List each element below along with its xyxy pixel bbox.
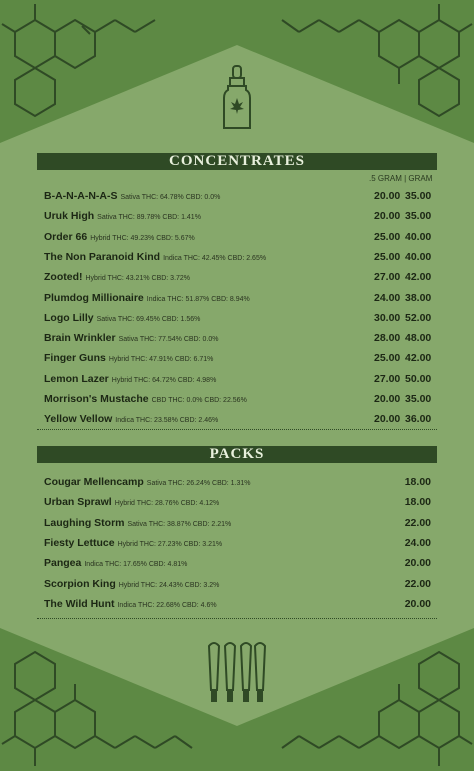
product-name: Cougar Mellencamp Sativa THC: 26.24% CBD: 1.31%: [44, 476, 251, 488]
product-details: Hybrid THC: 47.91% CBD: 6.71%: [108, 356, 214, 364]
gram-price: 42.00: [405, 352, 432, 365]
product-details: Hybrid THC: 27.23% CBD: 3.21%: [117, 540, 223, 548]
product-details: Hybrid THC: 24.43% CBD: 3.2%: [118, 581, 220, 589]
gram-price: 35.00: [405, 190, 432, 202]
product-name: Morrison's Mustache CBD THC: 0.0% CBD: 22.56%: [44, 393, 247, 405]
product-details: Indica THC: 51.87% CBD: 8.94%: [146, 295, 250, 303]
list-item: [44, 271, 436, 285]
half-gram-price: 20.00: [374, 413, 401, 426]
half-gram-price: 25.00: [374, 352, 401, 365]
pack-price: 24.00: [404, 536, 431, 549]
gram-price: 42.00: [405, 271, 432, 284]
product-name: Scorpion King Hybrid THC: 24.43% CBD: 3.2%: [44, 577, 220, 590]
list-item: [44, 557, 436, 571]
half-gram-price: 30.00: [374, 311, 401, 324]
product-name: Brain Wrinkler Sativa THC: 77.54% CBD: 0.0%: [44, 332, 219, 345]
product-details: Sativa THC: 26.24% CBD: 1.31%: [146, 480, 251, 487]
product-name: Order 66 Hybrid THC: 49.23% CBD: 5.67%: [44, 230, 195, 243]
half-gram-price: 27.00: [374, 372, 401, 385]
product-details: Sativa THC: 77.54% CBD: 0.0%: [118, 336, 219, 344]
list-item: [44, 517, 436, 531]
pack-price: 18.00: [404, 496, 431, 509]
list-item: [44, 413, 436, 427]
dropper-bottle-icon: [220, 64, 254, 132]
section-divider: [37, 429, 437, 431]
product-name: Laughing Storm Sativa THC: 38.87% CBD: 2.21%: [44, 516, 232, 529]
gram-price: 52.00: [405, 311, 432, 324]
product-details: Sativa THC: 64.78% CBD: 0.0%: [120, 194, 221, 201]
gram-price: 35.00: [405, 210, 432, 223]
product-name: B-A-N-A-N-A-S Sativa THC: 64.78% CBD: 0.0%: [44, 190, 221, 202]
pre-roll-icon: [205, 638, 269, 706]
product-name: The Non Paranoid Kind Indica THC: 42.45% CBD: 2.65%: [44, 250, 267, 263]
concentrates-header: CONCENTRATES: [37, 153, 437, 170]
product-name: Yellow Vellow Indica THC: 23.58% CBD: 2.46%: [44, 413, 219, 426]
list-item: [44, 190, 436, 204]
pack-price: 22.00: [404, 577, 431, 590]
list-item: [44, 373, 436, 387]
product-details: Hybrid THC: 43.21% CBD: 3.72%: [85, 275, 191, 283]
product-details: CBD THC: 0.0% CBD: 22.56%: [151, 397, 247, 404]
list-item: [44, 578, 436, 592]
list-item: [44, 393, 436, 407]
product-details: Sativa THC: 69.45% CBD: 1.56%: [96, 315, 201, 323]
product-name: Urban Sprawl Hybrid THC: 28.76% CBD: 4.12%: [44, 496, 220, 509]
pack-price: 22.00: [404, 516, 431, 529]
product-details: Indica THC: 17.65% CBD: 4.81%: [84, 561, 188, 569]
list-item: [44, 598, 436, 612]
pack-price: 18.00: [404, 476, 431, 488]
list-item: [44, 332, 436, 346]
section-divider: [37, 618, 437, 620]
product-name: Zooted! Hybrid THC: 43.21% CBD: 3.72%: [44, 271, 191, 284]
product-name: Logo Lilly Sativa THC: 69.45% CBD: 1.56%: [44, 311, 201, 324]
half-gram-price: 20.00: [374, 210, 401, 223]
list-item: [44, 537, 436, 551]
pack-price: 20.00: [404, 557, 431, 570]
product-details: Hybrid THC: 49.23% CBD: 5.67%: [90, 234, 195, 242]
half-gram-price: 25.00: [374, 250, 401, 263]
gram-price: 50.00: [405, 372, 432, 385]
half-gram-price: 20.00: [374, 190, 401, 202]
pack-price: 20.00: [404, 597, 431, 610]
price-column-header: .5 GRAM | GRAM: [369, 174, 433, 183]
product-name: Finger Guns Hybrid THC: 47.91% CBD: 6.71%: [44, 352, 214, 365]
product-details: Sativa THC: 89.78% CBD: 1.41%: [97, 214, 201, 222]
half-gram-price: 25.00: [374, 230, 401, 243]
product-name: Pangea Indica THC: 17.65% CBD: 4.81%: [44, 557, 188, 570]
gram-price: 40.00: [405, 230, 432, 243]
product-name: Uruk High Sativa THC: 89.78% CBD: 1.41%: [44, 210, 201, 223]
product-name: Fiesty Lettuce Hybrid THC: 27.23% CBD: 3.21%: [44, 536, 223, 549]
gram-price: 35.00: [405, 393, 432, 405]
list-item: [44, 292, 436, 306]
list-item: [44, 231, 436, 245]
list-item: [44, 210, 436, 224]
product-name: Lemon Lazer Hybrid THC: 64.72% CBD: 4.98%: [44, 372, 217, 385]
half-gram-price: 27.00: [374, 271, 401, 284]
half-gram-price: 20.00: [374, 393, 401, 405]
gram-price: 38.00: [405, 291, 432, 304]
product-name: Plumdog Millionaire Indica THC: 51.87% CBD: 8.94%: [44, 291, 250, 304]
product-details: Hybrid THC: 64.72% CBD: 4.98%: [111, 376, 217, 384]
gram-price: 36.00: [405, 413, 432, 426]
product-details: Hybrid THC: 28.76% CBD: 4.12%: [114, 500, 220, 508]
half-gram-price: 24.00: [374, 291, 401, 304]
product-details: Indica THC: 22.68% CBD: 4.6%: [117, 601, 217, 609]
list-item: [44, 312, 436, 326]
half-gram-price: 28.00: [374, 332, 401, 345]
list-item: [44, 476, 436, 490]
product-details: Sativa THC: 38.87% CBD: 2.21%: [127, 520, 232, 528]
product-details: Indica THC: 42.45% CBD: 2.65%: [163, 254, 267, 262]
gram-price: 48.00: [405, 332, 432, 345]
list-item: [44, 352, 436, 366]
list-item: [44, 251, 436, 265]
product-details: Indica THC: 23.58% CBD: 2.46%: [115, 417, 219, 425]
list-item: [44, 496, 436, 510]
gram-price: 40.00: [405, 250, 432, 263]
packs-header: PACKS: [37, 446, 437, 463]
product-name: The Wild Hunt Indica THC: 22.68% CBD: 4.6%: [44, 597, 217, 610]
